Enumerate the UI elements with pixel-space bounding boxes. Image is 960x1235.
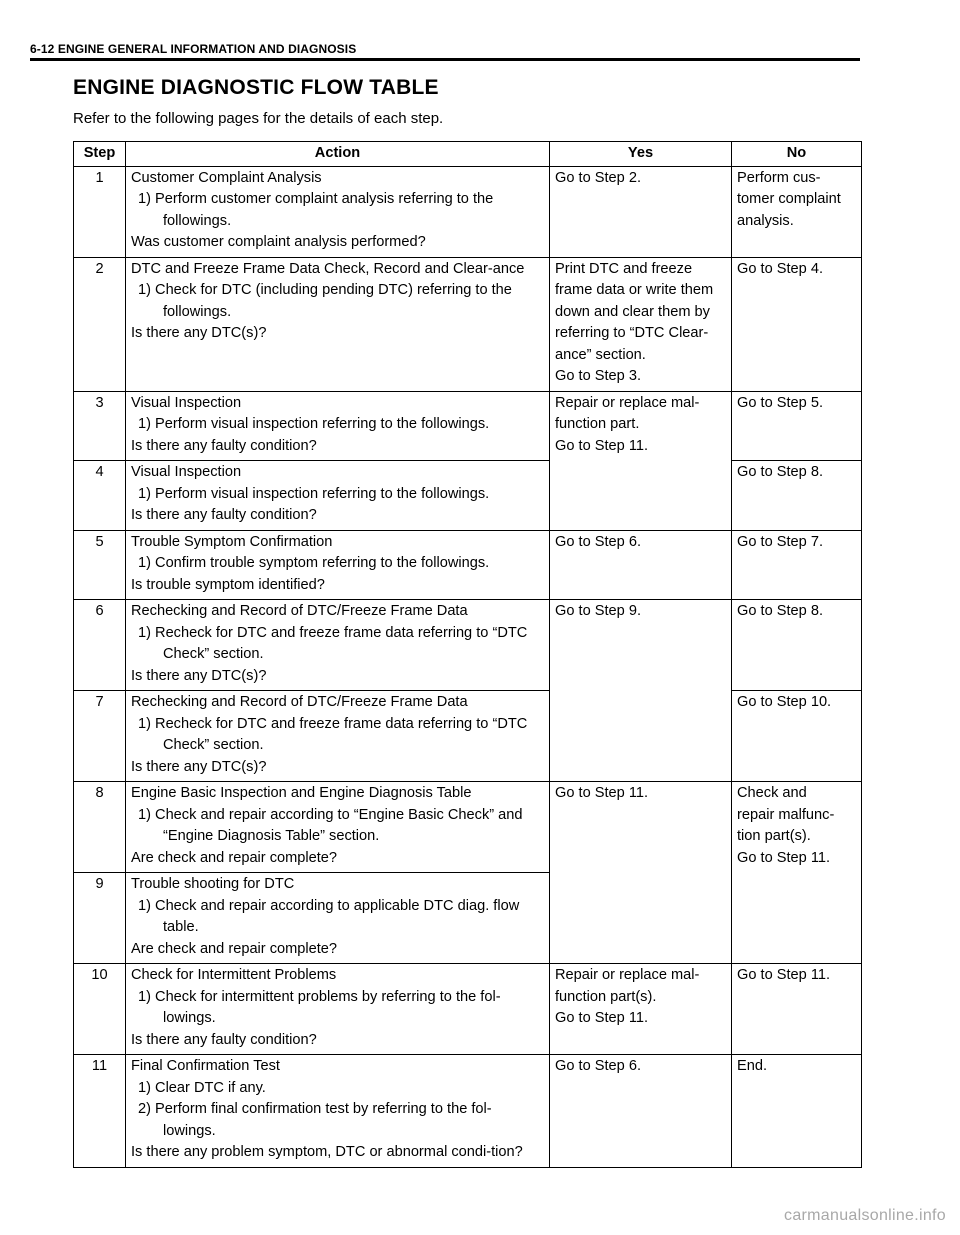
table-row (74, 691, 862, 782)
no-cell (732, 691, 862, 782)
step-number: 2 (74, 257, 126, 391)
table-row (74, 391, 862, 461)
no-cell (732, 461, 862, 531)
action-question: Is trouble symptom identified? (131, 576, 325, 593)
yes-cell (550, 1055, 732, 1168)
no-line: Go to Step 8. (737, 464, 823, 480)
no-cell (732, 391, 862, 461)
action-substep: 1) Check and repair according to applicable DTC diag. flow table. (138, 897, 520, 935)
table-row (74, 166, 862, 257)
page-title: ENGINE DIAGNOSTIC FLOW TABLE (73, 76, 439, 99)
no-cell (732, 1055, 862, 1168)
yes-line: function part(s). (555, 988, 657, 1005)
yes-line: referring to “DTC Clear- (555, 325, 709, 341)
action-substep: 1) Perform visual inspection referring to the followings. (138, 485, 490, 502)
step-number: 10 (74, 964, 126, 1055)
no-line: tion part(s). (737, 828, 811, 844)
action-question: Is there any faulty condition? (131, 507, 317, 523)
yes-cell (550, 391, 732, 530)
header-step: Step (74, 142, 126, 167)
action-question: Is there any DTC(s)? (131, 325, 267, 341)
yes-cell (550, 166, 732, 257)
no-line: Go to Step 5. (737, 394, 823, 411)
yes-line: Go to Step 11. (555, 437, 649, 454)
action-cell (126, 964, 550, 1055)
action-question: Is there any problem symptom, DTC or abnormal condi-tion? (131, 1144, 523, 1160)
page-header: 6-12 ENGINE GENERAL INFORMATION AND DIAGNOSIS (30, 42, 357, 56)
no-line: Perform cus- (737, 169, 821, 186)
table-row (74, 782, 862, 873)
action-substep: 1) Recheck for DTC and freeze frame data referring to “DTC Check” section. (138, 715, 528, 753)
table-row (74, 1055, 862, 1168)
yes-line: Go to Step 6. (555, 1058, 641, 1074)
action-cell (126, 257, 550, 391)
no-line: Go to Step 11. (737, 849, 831, 866)
action-substep: 1) Check and repair according to “Engine Basic Check” and “Engine Diagnosis Table” section. (138, 806, 523, 844)
no-cell (732, 166, 862, 257)
no-line: Go to Step 7. (737, 533, 823, 550)
watermark: carmanualsonline.info (784, 1207, 946, 1224)
no-line: repair malfunc- (737, 806, 835, 823)
action-substep: 1) Recheck for DTC and freeze frame data referring to “DTC Check” section. (138, 624, 528, 662)
action-title: Visual Inspection (131, 394, 242, 411)
step-number: 8 (74, 782, 126, 873)
action-title: Visual Inspection (131, 464, 242, 480)
action-title: Customer Complaint Analysis (131, 169, 322, 186)
intro-text: Refer to the following pages for the details of each step. (73, 110, 444, 127)
action-question: Is there any faulty condition? (131, 1031, 317, 1048)
action-title: Trouble Symptom Confirmation (131, 533, 333, 550)
no-cell (732, 257, 862, 391)
yes-cell (550, 600, 732, 782)
step-number: 3 (74, 391, 126, 461)
yes-line: Repair or replace mal- (555, 967, 700, 983)
header-yes: Yes (550, 142, 732, 167)
step-number: 6 (74, 600, 126, 691)
table-row (74, 964, 862, 1055)
yes-line: Go to Step 3. (555, 368, 641, 384)
step-number: 1 (74, 166, 126, 257)
yes-line: down and clear them by (555, 303, 710, 320)
action-substep: 2) Perform final confirmation test by referring to the fol-lowings. (138, 1101, 492, 1139)
action-cell (126, 461, 550, 531)
yes-line: Go to Step 11. (555, 1010, 649, 1026)
no-line: Go to Step 4. (737, 260, 823, 277)
action-substep: 1) Check for intermittent problems by referring to the fol-lowings. (138, 988, 501, 1026)
yes-line: Go to Step 9. (555, 603, 641, 619)
yes-line: Print DTC and freeze (555, 260, 693, 277)
action-substep: 1) Perform customer complaint analysis referring to the followings. (138, 191, 494, 229)
yes-line: frame data or write them (555, 282, 714, 298)
action-question: Is there any DTC(s)? (131, 758, 267, 775)
action-cell (126, 1055, 550, 1168)
action-title: Check for Intermittent Problems (131, 967, 337, 983)
action-cell (126, 391, 550, 461)
action-substep: 1) Confirm trouble symptom referring to the followings. (138, 555, 490, 571)
yes-line: Go to Step 11. (555, 785, 649, 801)
action-substep: 1) Clear DTC if any. (138, 1079, 266, 1096)
action-question: Is there any faulty condition? (131, 437, 317, 454)
action-substep: 1) Check for DTC (including pending DTC) referring to the followings. (138, 282, 512, 320)
action-title: Rechecking and Record of DTC/Freeze Frame Data (131, 603, 468, 619)
yes-cell (550, 530, 732, 600)
action-cell (126, 873, 550, 964)
action-cell (126, 530, 550, 600)
no-line: Go to Step 10. (737, 694, 832, 710)
action-question: Are check and repair complete? (131, 849, 338, 866)
step-number: 9 (74, 873, 126, 964)
action-cell (126, 600, 550, 691)
no-line: analysis. (737, 212, 794, 229)
no-line: End. (737, 1058, 768, 1074)
yes-line: function part. (555, 416, 640, 432)
no-line: Check and (737, 785, 807, 801)
table-row (74, 600, 862, 691)
table-row (74, 257, 862, 391)
step-number: 4 (74, 461, 126, 531)
yes-line: Go to Step 6. (555, 533, 641, 550)
step-number: 7 (74, 691, 126, 782)
action-title: Final Confirmation Test (131, 1058, 280, 1074)
no-cell (732, 782, 862, 964)
yes-cell (550, 782, 732, 964)
no-cell (732, 600, 862, 691)
yes-line: ance” section. (555, 346, 646, 363)
action-question: Is there any DTC(s)? (131, 667, 267, 684)
action-cell (126, 166, 550, 257)
header-action: Action (126, 142, 550, 167)
yes-line: Repair or replace mal- (555, 394, 700, 411)
action-question: Was customer complaint analysis performed? (131, 234, 426, 250)
table-row (74, 461, 862, 531)
action-cell (126, 691, 550, 782)
yes-cell (550, 257, 732, 391)
step-number: 5 (74, 530, 126, 600)
no-line: Go to Step 11. (737, 967, 831, 983)
action-title: Engine Basic Inspection and Engine Diagnosis Table (131, 785, 472, 801)
action-cell (126, 782, 550, 873)
step-number: 11 (74, 1055, 126, 1168)
no-line: Go to Step 8. (737, 603, 823, 619)
yes-cell (550, 964, 732, 1055)
action-substep: 1) Perform visual inspection referring to the followings. (138, 416, 490, 432)
action-title: DTC and Freeze Frame Data Check, Record and Clear-ance (131, 260, 525, 277)
no-line: tomer complaint (737, 191, 841, 207)
header-rule (30, 58, 860, 61)
no-cell (732, 964, 862, 1055)
yes-line: Go to Step 2. (555, 169, 641, 186)
action-title: Trouble shooting for DTC (131, 876, 295, 892)
action-question: Are check and repair complete? (131, 940, 338, 957)
no-cell (732, 530, 862, 600)
header-no: No (732, 142, 862, 167)
table-header-row (74, 142, 862, 167)
diagnostic-flow-table (73, 141, 862, 1168)
table-row (74, 530, 862, 600)
action-title: Rechecking and Record of DTC/Freeze Frame Data (131, 694, 468, 710)
